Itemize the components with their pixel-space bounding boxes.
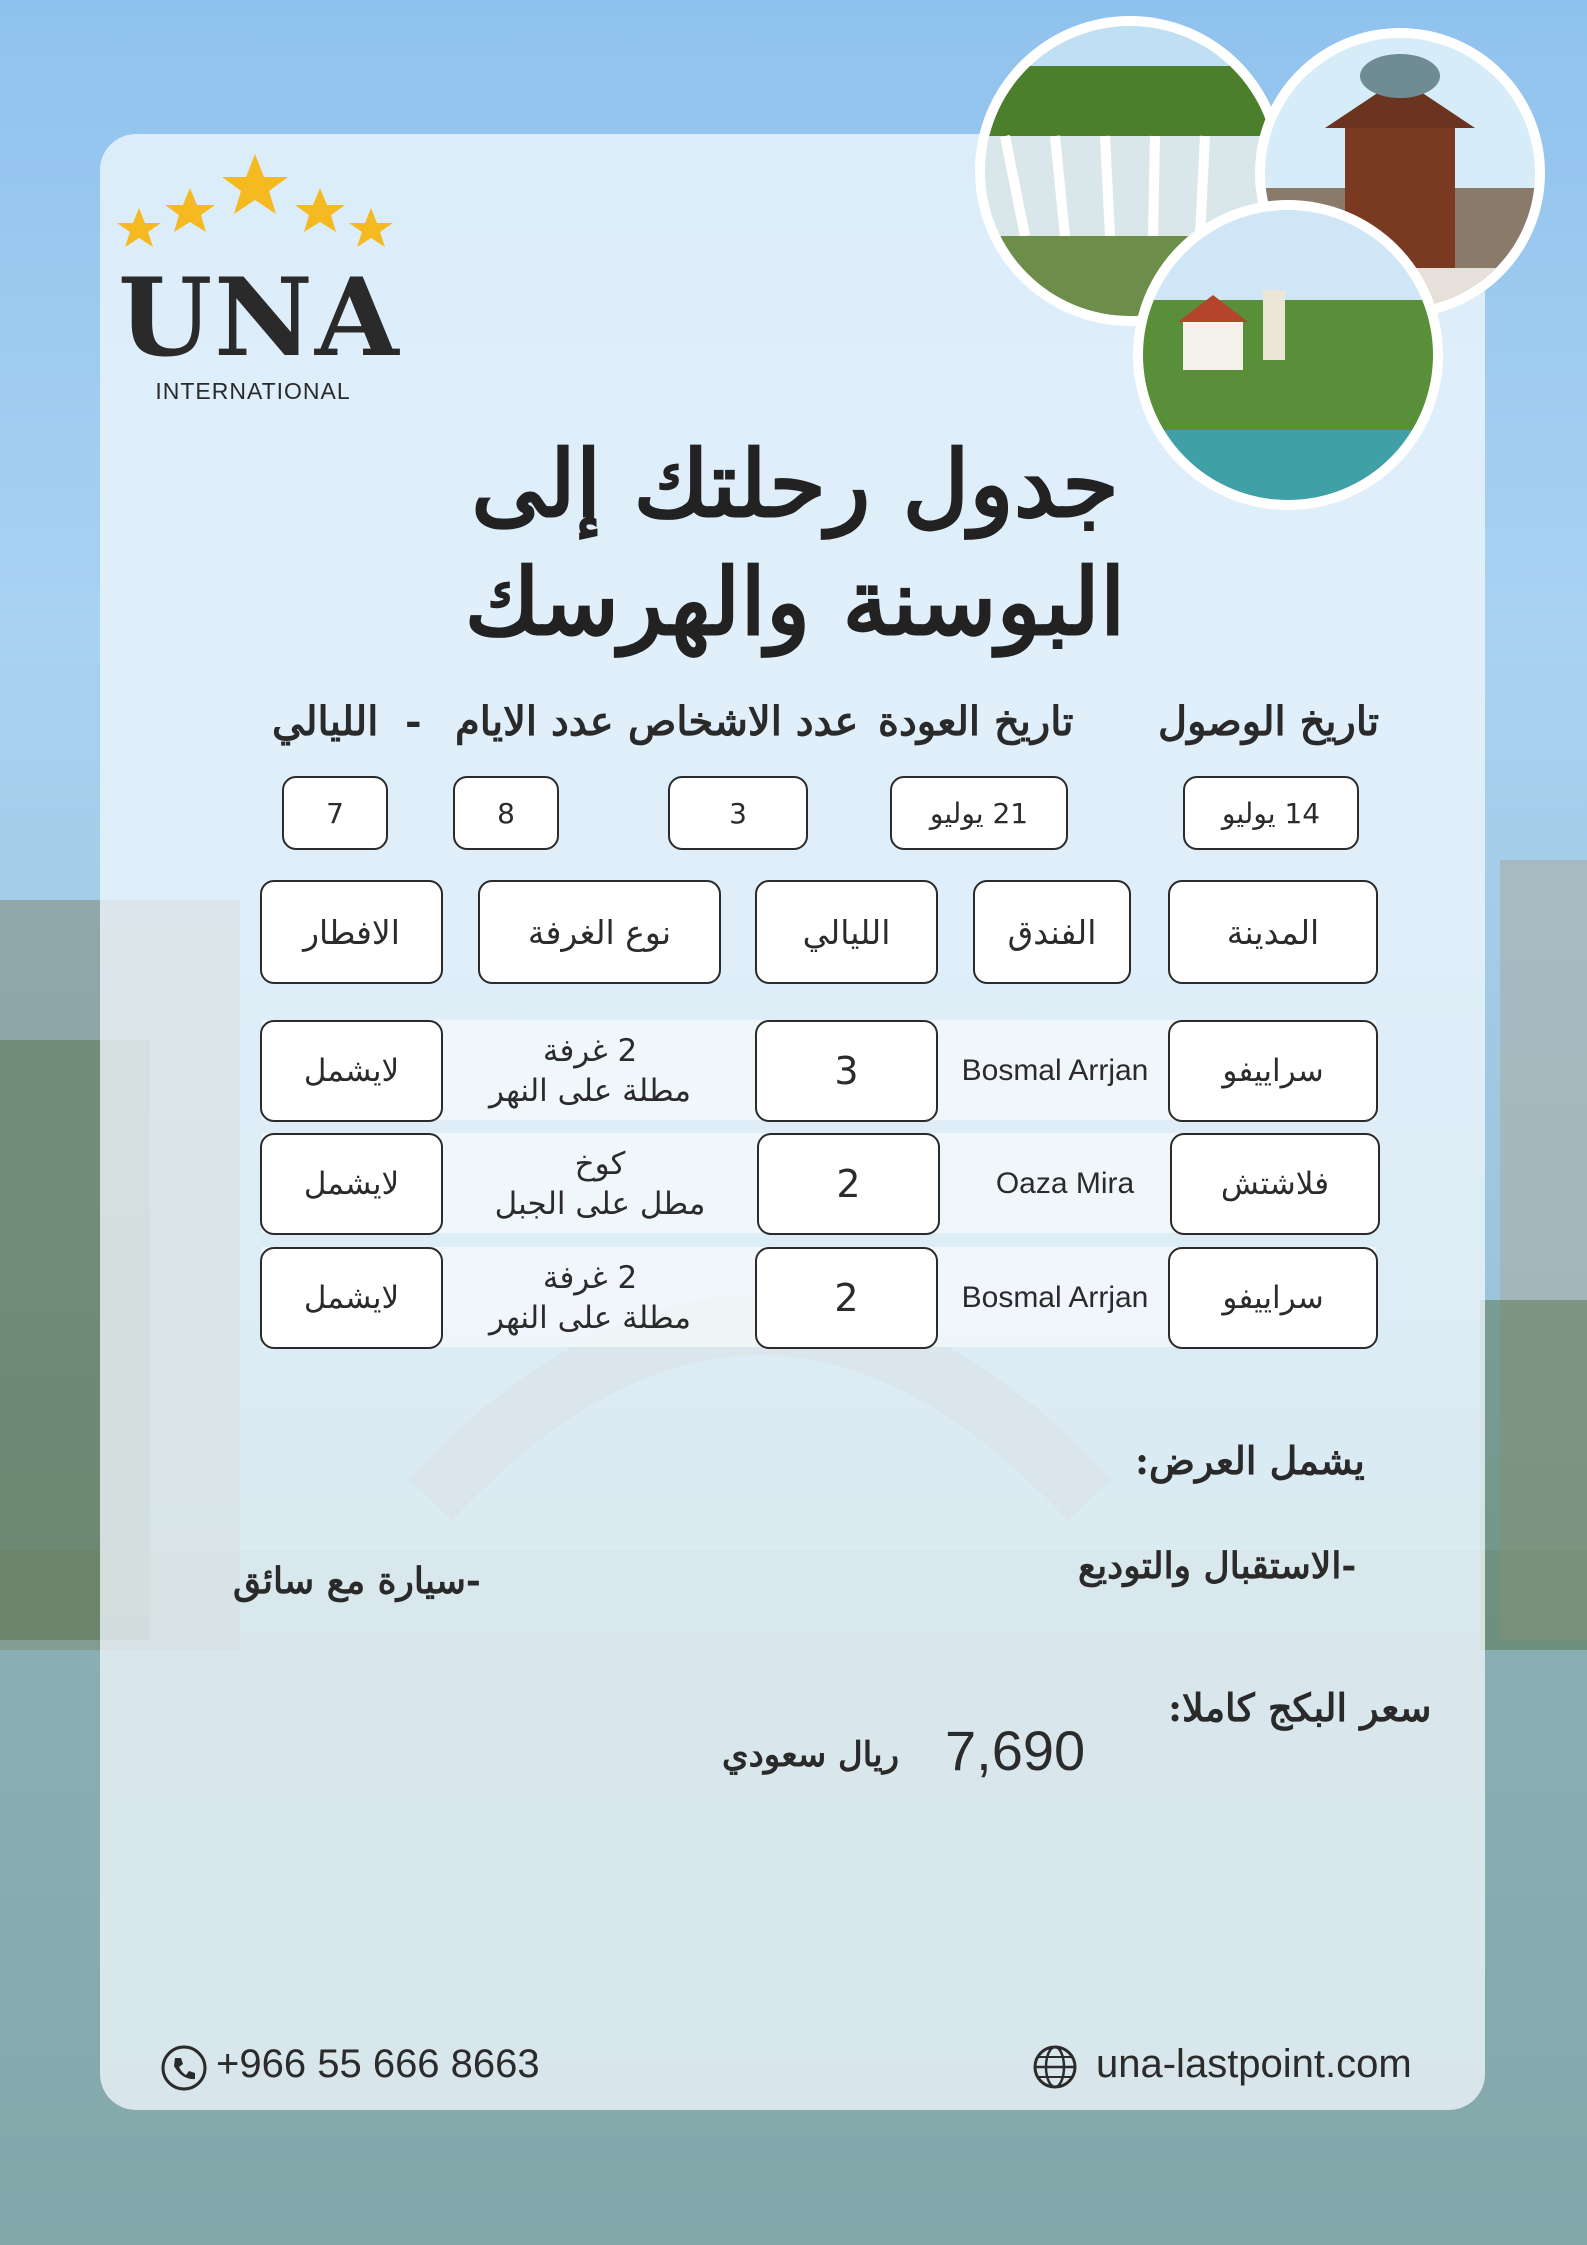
row1-city: سراييفو	[1168, 1020, 1378, 1122]
row2-room-line2: مطل على الجبل	[494, 1186, 706, 1222]
phone-number[interactable]: +966 55 666 8663	[216, 2042, 540, 2086]
row1-breakfast: لايشمل	[260, 1020, 443, 1122]
star-icon	[349, 208, 393, 247]
row3-room-line2: مطلة على النهر	[488, 1300, 692, 1336]
row3-breakfast: لايشمل	[260, 1247, 443, 1349]
days-label: عدد الايام	[455, 698, 614, 745]
price-currency: ريال سعودي	[722, 1735, 899, 1775]
days-value: 8	[453, 776, 559, 850]
header-city: المدينة	[1168, 880, 1378, 984]
globe-icon	[1032, 2044, 1078, 2090]
row2-room-line1: كوخ	[574, 1146, 626, 1182]
rating-stars	[115, 148, 395, 258]
row2-hotel: Oaza Mira	[995, 1167, 1135, 1200]
row1-nights: 3	[755, 1020, 938, 1122]
row3-hotel: Bosmal Arrjan	[961, 1281, 1149, 1314]
page-title-line1: جدول رحلتك إلى	[471, 430, 1119, 538]
header-nights: الليالي	[755, 880, 938, 984]
return-value: 21 يوليو	[890, 776, 1068, 850]
header-room-type: نوع الغرفة	[478, 880, 721, 984]
star-icon	[117, 208, 161, 247]
header-breakfast: الافطار	[260, 880, 443, 984]
row2-breakfast: لايشمل	[260, 1133, 443, 1235]
header-hotel: الفندق	[973, 880, 1131, 984]
label-separator: -	[405, 698, 422, 745]
website-link[interactable]: una-lastpoint.com	[1096, 2042, 1412, 2086]
offer-heading: يشمل العرض:	[1135, 1438, 1365, 1483]
brand-logo: UNA	[118, 255, 401, 381]
nights-value: 7	[282, 776, 388, 850]
star-icon	[165, 188, 215, 232]
offer-item-reception: -الاستقبال والتوديع	[1078, 1545, 1357, 1587]
return-label: تاريخ العودة	[878, 698, 1074, 745]
arrival-label: تاريخ الوصول	[1158, 698, 1380, 745]
phone-icon	[160, 2044, 208, 2092]
persons-label: عدد الاشخاص	[628, 698, 859, 745]
nights-label: الليالي	[272, 698, 379, 745]
persons-value: 3	[668, 776, 808, 850]
price-label: سعر البكج كاملا:	[1168, 1685, 1432, 1730]
row3-room-line1: 2 غرفة	[542, 1260, 638, 1296]
row3-room	[450, 1247, 730, 1349]
arrival-value: 14 يوليو	[1183, 776, 1359, 850]
page-title-line2: البوسنة والهرسك	[464, 548, 1126, 656]
row2-nights: 2	[757, 1133, 940, 1235]
row3-nights: 2	[755, 1247, 938, 1349]
star-icon	[295, 188, 345, 232]
row1-room	[450, 1020, 730, 1122]
row2-room	[460, 1133, 740, 1235]
row1-hotel: Bosmal Arrjan	[961, 1054, 1149, 1087]
offer-item-car: -سيارة مع سائق	[233, 1560, 481, 1602]
row1-room-line1: 2 غرفة	[542, 1033, 638, 1069]
row2-city: فلاشتش	[1170, 1133, 1380, 1235]
row3-city: سراييفو	[1168, 1247, 1378, 1349]
brand-subtitle: INTERNATIONAL	[155, 378, 351, 404]
price-amount: 7,690	[945, 1719, 1086, 1782]
row1-room-line2: مطلة على النهر	[488, 1073, 692, 1109]
star-icon	[222, 154, 288, 214]
